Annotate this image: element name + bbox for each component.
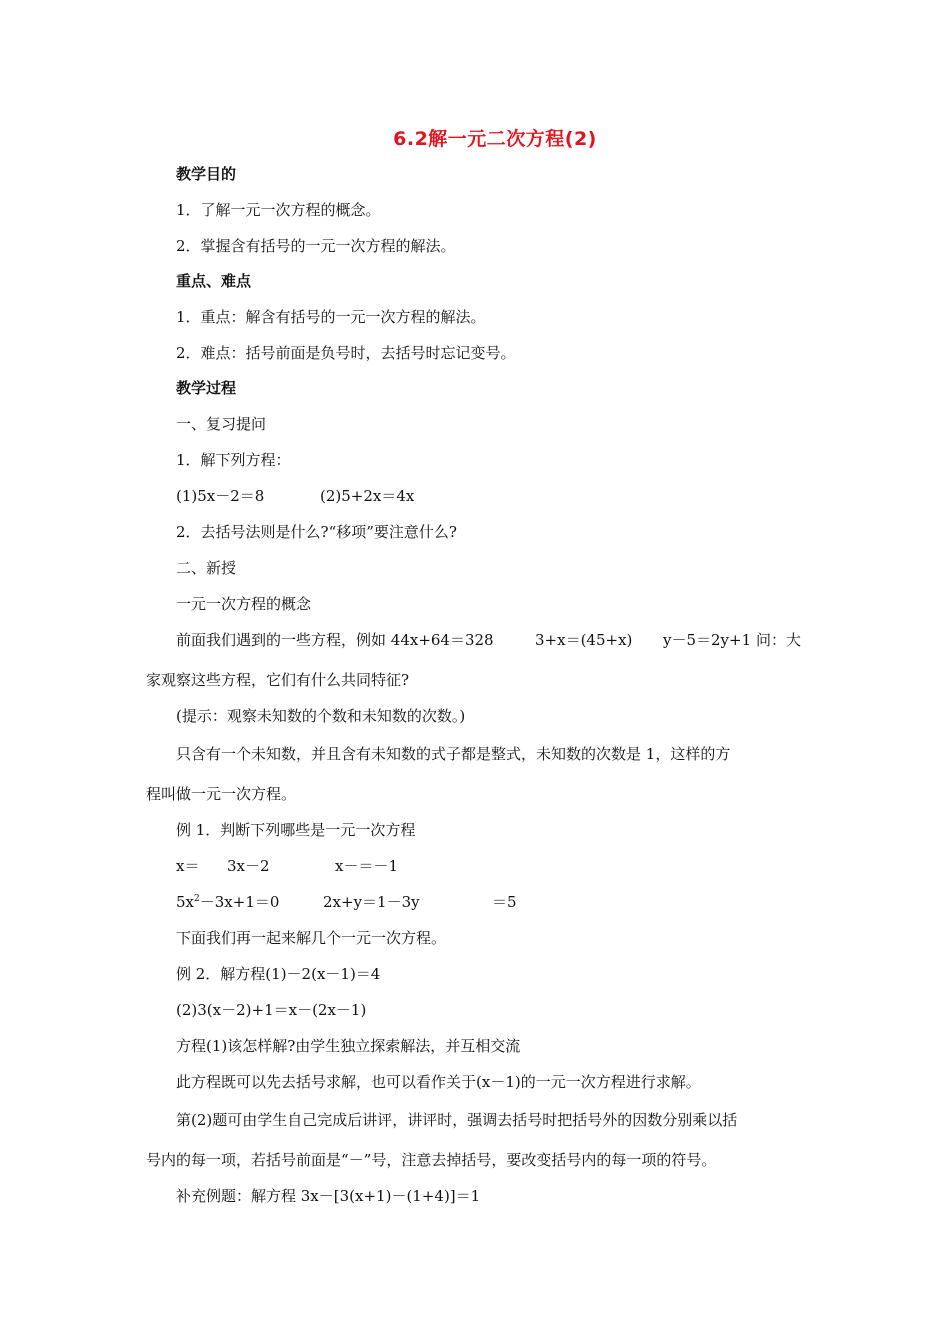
intro-continued: 家观察这些方程，它们有什么共同特征? xyxy=(146,671,410,689)
objective-1: 1．了解一元一次方程的概念。 xyxy=(176,201,381,219)
example-1-item-d-exponent: 2 xyxy=(194,894,200,904)
example-1-item-d xyxy=(176,892,279,912)
example-2-equation-2: (2)3(x－2)+1＝x－(2x－1) xyxy=(176,1001,367,1019)
section-review-heading: 一、复习提问 xyxy=(176,415,267,433)
question-2-line-2: 号内的每一项，若括号前面是“－”号，注意去掉括号，要改变括号内的每一项的符号。 xyxy=(146,1151,717,1169)
review-equation-1: (1)5x－2＝8 xyxy=(176,487,265,505)
objectives-heading: 教学目的 xyxy=(176,165,237,183)
hint: (提示：观察未知数的个数和未知数的次数。) xyxy=(176,707,466,725)
keypoint-1: 1．重点：解含有括号的一元一次方程的解法。 xyxy=(176,308,486,326)
example-1-item-f: ＝5 xyxy=(492,893,517,911)
example-1-item-b: 3x－2 xyxy=(227,857,270,875)
objective-2: 2．掌握含有括号的一元一次方程的解法。 xyxy=(176,237,456,255)
example-2-title: 例 2．解方程(1)－2(x－1)＝4 xyxy=(176,965,381,983)
process-heading: 教学过程 xyxy=(176,379,237,397)
method-question: 方程(1)该怎样解?由学生独立探索解法，并互相交流 xyxy=(176,1037,521,1055)
review-question-1: 1．解下列方程： xyxy=(176,451,291,469)
review-question-2: 2．去括号法则是什么?“移项”要注意什么? xyxy=(176,523,457,541)
intro-row xyxy=(176,630,806,650)
review-equations-row xyxy=(176,486,776,506)
method-answer: 此方程既可以先去括号求解，也可以看作关于(x－1)的一元一次方程进行求解。 xyxy=(176,1073,701,1091)
concept-title: 一元一次方程的概念 xyxy=(176,595,312,613)
example-1-item-e: 2x+y＝1－3y xyxy=(323,893,420,911)
section-new-heading: 二、新授 xyxy=(176,559,237,577)
example-1-item-a: x＝ xyxy=(176,857,200,875)
intro-equation-2: 3+x＝(45+x) xyxy=(535,631,633,649)
intro-ask: 问：大 xyxy=(756,631,802,649)
keypoints-heading: 重点、难点 xyxy=(176,272,252,290)
example-1-row-2 xyxy=(176,892,576,912)
definition-line-2: 程叫做一元一次方程。 xyxy=(146,785,297,803)
keypoint-2: 2．难点：括号前面是负号时，去括号时忘记变号。 xyxy=(176,344,516,362)
example-1-item-d-rest: －3x+1＝0 xyxy=(199,893,280,911)
intro-lead: 前面我们遇到的一些方程，例如 44x+64＝328 xyxy=(176,631,494,649)
supplementary-example: 补充例题：解方程 3x－[3(x+1)－(1+4)]＝1 xyxy=(176,1187,481,1205)
example-1-item-c: x－＝－1 xyxy=(335,857,399,875)
definition-line-1: 只含有一个未知数，并且含有未知数的式子都是整式，未知数的次数是 1，这样的方 xyxy=(176,745,731,763)
question-2-line-1: 第(2)题可由学生自己完成后讲评，讲评时，强调去括号时把括号外的因数分别乘以括 xyxy=(176,1111,738,1129)
next-examples-line: 下面我们再一起来解几个一元一次方程。 xyxy=(176,929,447,947)
example-1-row-1 xyxy=(176,856,576,876)
review-equation-2: (2)5+2x＝4x xyxy=(320,487,415,505)
intro-equation-3: y－5＝2y+1 xyxy=(663,631,752,649)
page-title: 6.2解一元二次方程(2) xyxy=(393,128,597,150)
example-1-item-d-base: 5x xyxy=(176,893,195,911)
example-1-title: 例 1．判断下列哪些是一元一次方程 xyxy=(176,821,416,839)
